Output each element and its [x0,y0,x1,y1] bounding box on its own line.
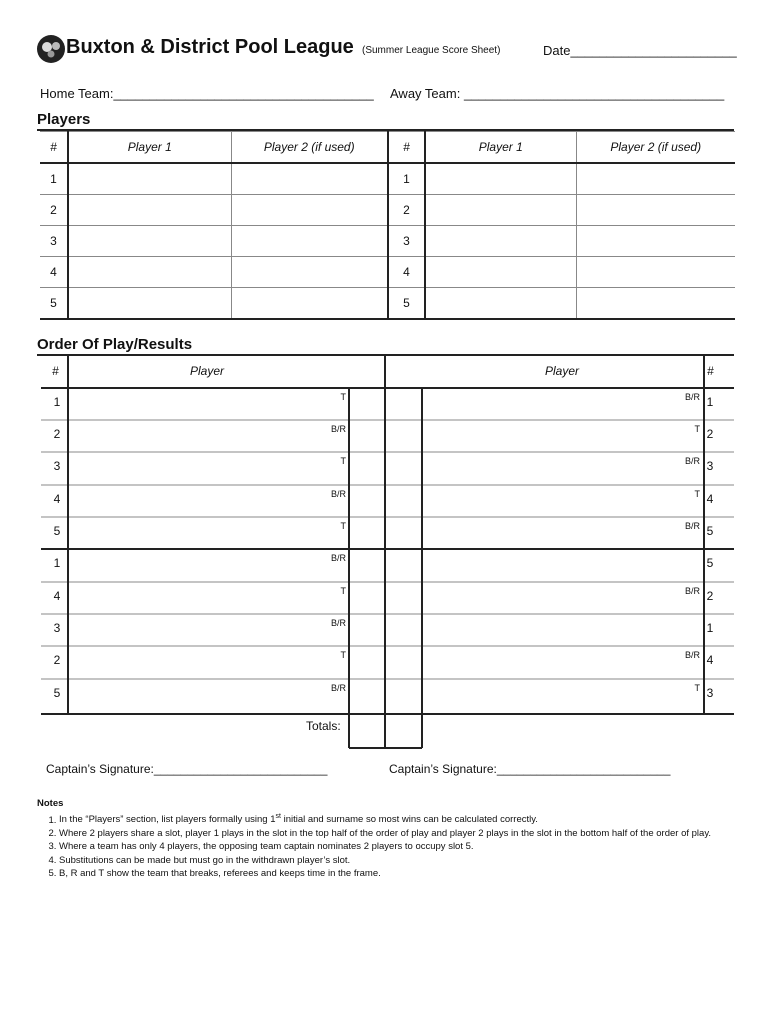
home-slot-num: 3 [53,621,61,635]
away-player1-header: Player 1 [425,132,576,164]
away-slot-num: 2 [706,427,714,441]
away-player-cell[interactable] [423,421,703,451]
away-player-cell[interactable] [423,680,703,710]
away-slot-num: 4 [706,653,714,667]
away-score-cell[interactable] [386,615,421,645]
home-score-cell[interactable] [350,583,384,613]
away-player2-header: Player 2 (if used) [576,132,735,164]
totals-label: Totals: [306,719,341,733]
date-field: Date_______________________ [543,43,737,58]
away-player-cell[interactable] [423,389,703,419]
home-captain-signature: Captain’s Signature:__________________________ [46,762,328,776]
order-num-header-right: # [707,364,714,378]
away-score-cell[interactable] [386,486,421,516]
players-section-title: Players [37,111,91,128]
home-role-code: B/R [330,683,346,693]
note-item: 1. In the “Players” section, list players formally using 1st initial and surname so most wins can be calculated correctly. [59,810,737,827]
home-score-cell[interactable] [350,421,384,451]
away-player-cell[interactable] [423,550,703,580]
home-total-cell[interactable] [350,715,384,747]
away-slot-num: 5 [706,524,714,538]
away-slot-num: 1 [388,163,425,195]
home-player1-header: Player 1 [68,132,231,164]
notes-title: Notes [37,798,64,809]
home-player-cell[interactable] [70,453,348,483]
home-slot-num: 3 [53,459,61,473]
away-slot-num: 5 [706,556,714,570]
away-slot-num: 4 [706,492,714,506]
home-slot-num: 4 [40,257,68,288]
home-slot-num: 3 [40,226,68,257]
away-player-header: Player [545,364,580,378]
away-total-cell[interactable] [386,715,421,747]
away-score-cell[interactable] [386,389,421,419]
away-slot-num: 4 [388,257,425,288]
home-slot-num: 4 [53,589,61,603]
note-item: 2. Where 2 players share a slot, player 1 plays in the slot in the top half of the order of play and player 2 plays in the slot in the bottom half of the order of play. [59,827,737,840]
away-player-cell[interactable] [423,583,703,613]
away-score-cell[interactable] [386,421,421,451]
home-player2-header: Player 2 (if used) [231,132,388,164]
home-score-cell[interactable] [350,647,384,677]
home-slot-num: 1 [53,556,61,570]
away-slot-num: 3 [706,686,714,700]
home-slot-num: 1 [40,163,68,195]
home-num-header: # [40,132,68,164]
away-score-cell[interactable] [386,518,421,548]
notes [37,797,737,881]
note-item: 4. Substitutions can be made but must go in the withdrawn player’s slot. [59,854,737,867]
home-role-code: T [340,392,346,402]
away-player-cell[interactable] [423,615,703,645]
away-score-cell[interactable] [386,680,421,710]
away-player-cell[interactable] [423,647,703,677]
away-num-header: # [388,132,425,164]
home-role-code: T [340,586,346,596]
away-slot-num: 3 [388,226,425,257]
home-role-code: B/R [330,553,346,563]
home-slot-num: 5 [53,524,61,538]
away-player-cell[interactable] [423,453,703,483]
home-slot-num: 1 [53,395,61,409]
home-player-cell[interactable] [70,647,348,677]
home-player-cell[interactable] [70,389,348,419]
page-title: Buxton & District Pool League [66,36,354,58]
home-score-cell[interactable] [350,680,384,710]
away-role-code: T [694,489,700,499]
away-role-code: B/R [684,521,700,531]
home-player-cell[interactable] [70,421,348,451]
page-subtitle: (Summer League Score Sheet) [362,45,501,56]
home-slot-num: 2 [53,653,61,667]
home-player-cell[interactable] [70,615,348,645]
away-role-code: B/R [684,650,700,660]
order-num-header: # [52,364,59,378]
home-slot-num: 2 [53,427,61,441]
notes-list [37,810,737,880]
home-player-cell[interactable] [70,680,348,710]
away-score-cell[interactable] [386,647,421,677]
away-slot-num: 2 [706,589,714,603]
away-slot-num: 5 [388,288,425,320]
away-role-code: B/R [684,586,700,596]
home-player-cell[interactable] [70,518,348,548]
away-slot-num: 2 [388,195,425,226]
away-role-code: B/R [684,392,700,402]
home-slot-num: 5 [53,686,61,700]
home-score-cell[interactable] [350,615,384,645]
away-slot-num: 1 [706,621,714,635]
home-player-cell[interactable] [70,583,348,613]
away-role-code: T [694,683,700,693]
home-player-cell[interactable] [70,550,348,580]
away-slot-num: 1 [706,395,714,409]
home-score-cell[interactable] [350,550,384,580]
home-score-cell[interactable] [350,453,384,483]
home-slot-num: 5 [40,288,68,320]
home-score-cell[interactable] [350,389,384,419]
home-role-code: T [340,456,346,466]
home-role-code: B/R [330,424,346,434]
home-role-code: T [340,650,346,660]
home-slot-num: 2 [40,195,68,226]
away-score-cell[interactable] [386,453,421,483]
home-score-cell[interactable] [350,518,384,548]
home-team-field: Home Team:____________________________________ [40,86,374,101]
home-role-code: B/R [330,489,346,499]
order-section-title: Order Of Play/Results [37,336,193,353]
away-captain-signature: Captain’s Signature:__________________________ [389,762,671,776]
note-item: 5. B, R and T show the team that breaks, referees and keeps time in the frame. [59,867,737,880]
home-player-cell[interactable] [70,486,348,516]
home-role-code: T [340,521,346,531]
away-role-code: T [694,424,700,434]
away-player-cell[interactable] [423,486,703,516]
home-score-cell[interactable] [350,486,384,516]
away-team-field: Away Team: ____________________________________ [390,86,725,101]
away-role-code: B/R [684,456,700,466]
home-role-code: B/R [330,618,346,628]
away-slot-num: 3 [706,459,714,473]
away-player-cell[interactable] [423,518,703,548]
home-player-header: Player [190,364,225,378]
home-slot-num: 4 [53,492,61,506]
away-score-cell[interactable] [386,583,421,613]
note-item: 3. Where a team has only 4 players, the opposing team captain nominates 2 players to occupy slot 5. [59,840,737,853]
away-score-cell[interactable] [386,550,421,580]
